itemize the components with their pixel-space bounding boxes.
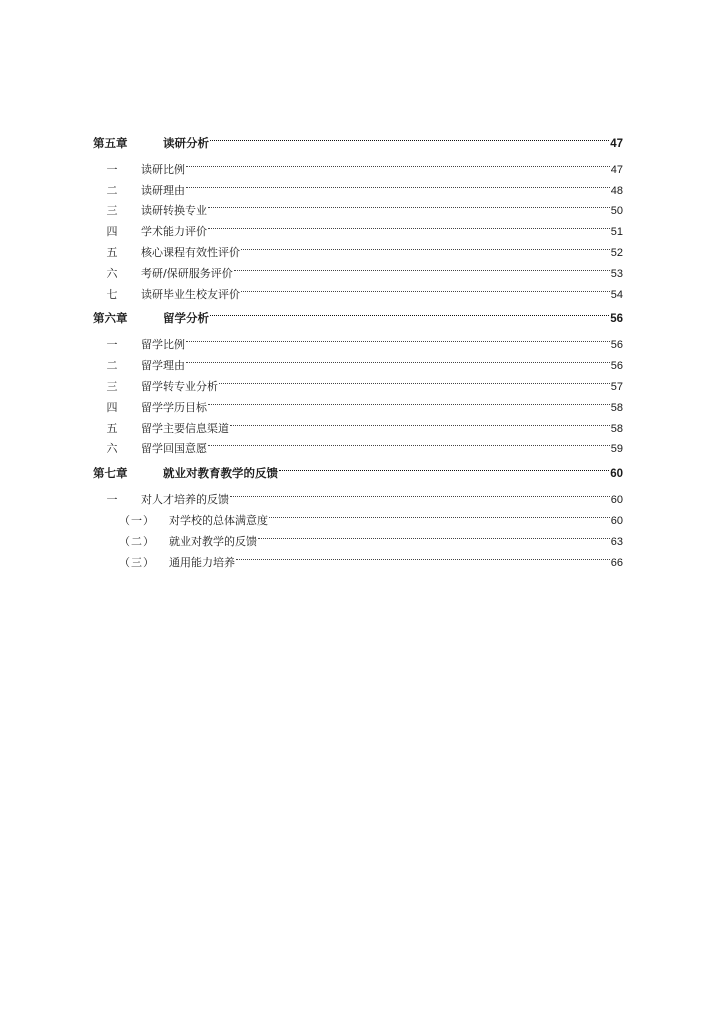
section-number: 一 [106, 493, 118, 507]
page-number: 53 [610, 267, 623, 280]
dot-leader [186, 328, 610, 349]
chapter-number: 第五章 [93, 135, 128, 150]
page-number: 48 [610, 184, 623, 197]
page-number: 56 [610, 339, 623, 352]
section-title: 留学转专业分析 [141, 379, 218, 393]
page-number: 57 [610, 380, 623, 393]
toc-section[interactable] [93, 152, 623, 176]
subsection-title: 通用能力培养 [169, 555, 235, 569]
dot-leader [241, 277, 610, 298]
dot-leader [230, 482, 610, 503]
dot-leader [208, 390, 610, 411]
section-title: 考研/保研服务评价 [141, 266, 233, 280]
section-title: 留学理由 [141, 359, 185, 373]
toc-chapter-5[interactable] [93, 126, 623, 148]
dot-leader [230, 411, 610, 432]
page-number: 58 [610, 422, 623, 435]
page-number: 59 [610, 443, 623, 456]
toc-section[interactable] [93, 328, 623, 352]
section-number: 四 [106, 400, 118, 414]
dot-leader [186, 152, 610, 173]
dot-leader [186, 348, 610, 369]
dot-leader [234, 256, 610, 277]
page-number: 60 [610, 468, 623, 481]
page-number: 60 [610, 494, 623, 507]
page-number: 47 [610, 163, 623, 176]
dot-leader [210, 302, 609, 323]
dot-leader [186, 173, 610, 194]
page-number: 47 [610, 137, 623, 150]
dot-leader [236, 545, 610, 566]
page-number: 56 [610, 360, 623, 373]
dot-leader [210, 126, 609, 147]
subsection-number: （一） [119, 513, 155, 527]
section-title: 留学主要信息渠道 [141, 421, 229, 435]
section-number: 四 [106, 225, 118, 239]
chapter-number: 第七章 [93, 466, 128, 481]
page-number: 52 [610, 246, 623, 259]
section-title: 读研比例 [141, 162, 185, 176]
section-number: 三 [106, 379, 118, 393]
subsection-title: 对学校的总体满意度 [169, 513, 268, 527]
dot-leader [269, 503, 610, 524]
section-number: 七 [106, 287, 118, 301]
section-number: 六 [106, 442, 118, 456]
section-number: 二 [106, 359, 118, 373]
subsection-number: （二） [119, 534, 155, 548]
subsection-number: （三） [119, 555, 155, 569]
section-number: 六 [106, 266, 118, 280]
page-number: 63 [610, 535, 623, 548]
chapter-title: 就业对教育教学的反馈 [163, 466, 278, 481]
section-number: 五 [106, 245, 118, 259]
section-number: 三 [106, 204, 118, 218]
table-of-contents [93, 122, 623, 569]
page-number: 60 [610, 514, 623, 527]
section-title: 读研毕业生校友评价 [141, 287, 240, 301]
subsection-title: 就业对教学的反馈 [169, 534, 257, 548]
section-title: 留学比例 [141, 338, 185, 352]
page-number: 50 [610, 205, 623, 218]
page-number: 54 [610, 288, 623, 301]
page-number: 66 [610, 556, 623, 569]
dot-leader [208, 214, 610, 235]
section-title: 学术能力评价 [141, 225, 207, 239]
dot-leader [258, 524, 610, 545]
page-number: 56 [610, 313, 623, 326]
section-number: 二 [106, 183, 118, 197]
chapter-number: 第六章 [93, 311, 128, 326]
dot-leader [241, 235, 610, 256]
chapter-title: 读研分析 [163, 135, 209, 150]
section-title: 读研转换专业 [141, 204, 207, 218]
section-title: 核心课程有效性评价 [141, 245, 240, 259]
page-number: 51 [610, 226, 623, 239]
section-title: 留学回国意愿 [141, 442, 207, 456]
toc-section[interactable] [93, 482, 623, 507]
section-title: 留学学历目标 [141, 400, 207, 414]
section-title: 对人才培养的反馈 [141, 493, 229, 507]
section-number: 一 [106, 162, 118, 176]
page-number: 58 [610, 401, 623, 414]
dot-leader [279, 456, 609, 477]
section-number: 一 [106, 338, 118, 352]
dot-leader [219, 369, 610, 390]
chapter-title: 留学分析 [163, 311, 209, 326]
section-title: 读研理由 [141, 183, 185, 197]
dot-leader [208, 432, 610, 453]
dot-leader [208, 194, 610, 215]
section-number: 五 [106, 421, 118, 435]
